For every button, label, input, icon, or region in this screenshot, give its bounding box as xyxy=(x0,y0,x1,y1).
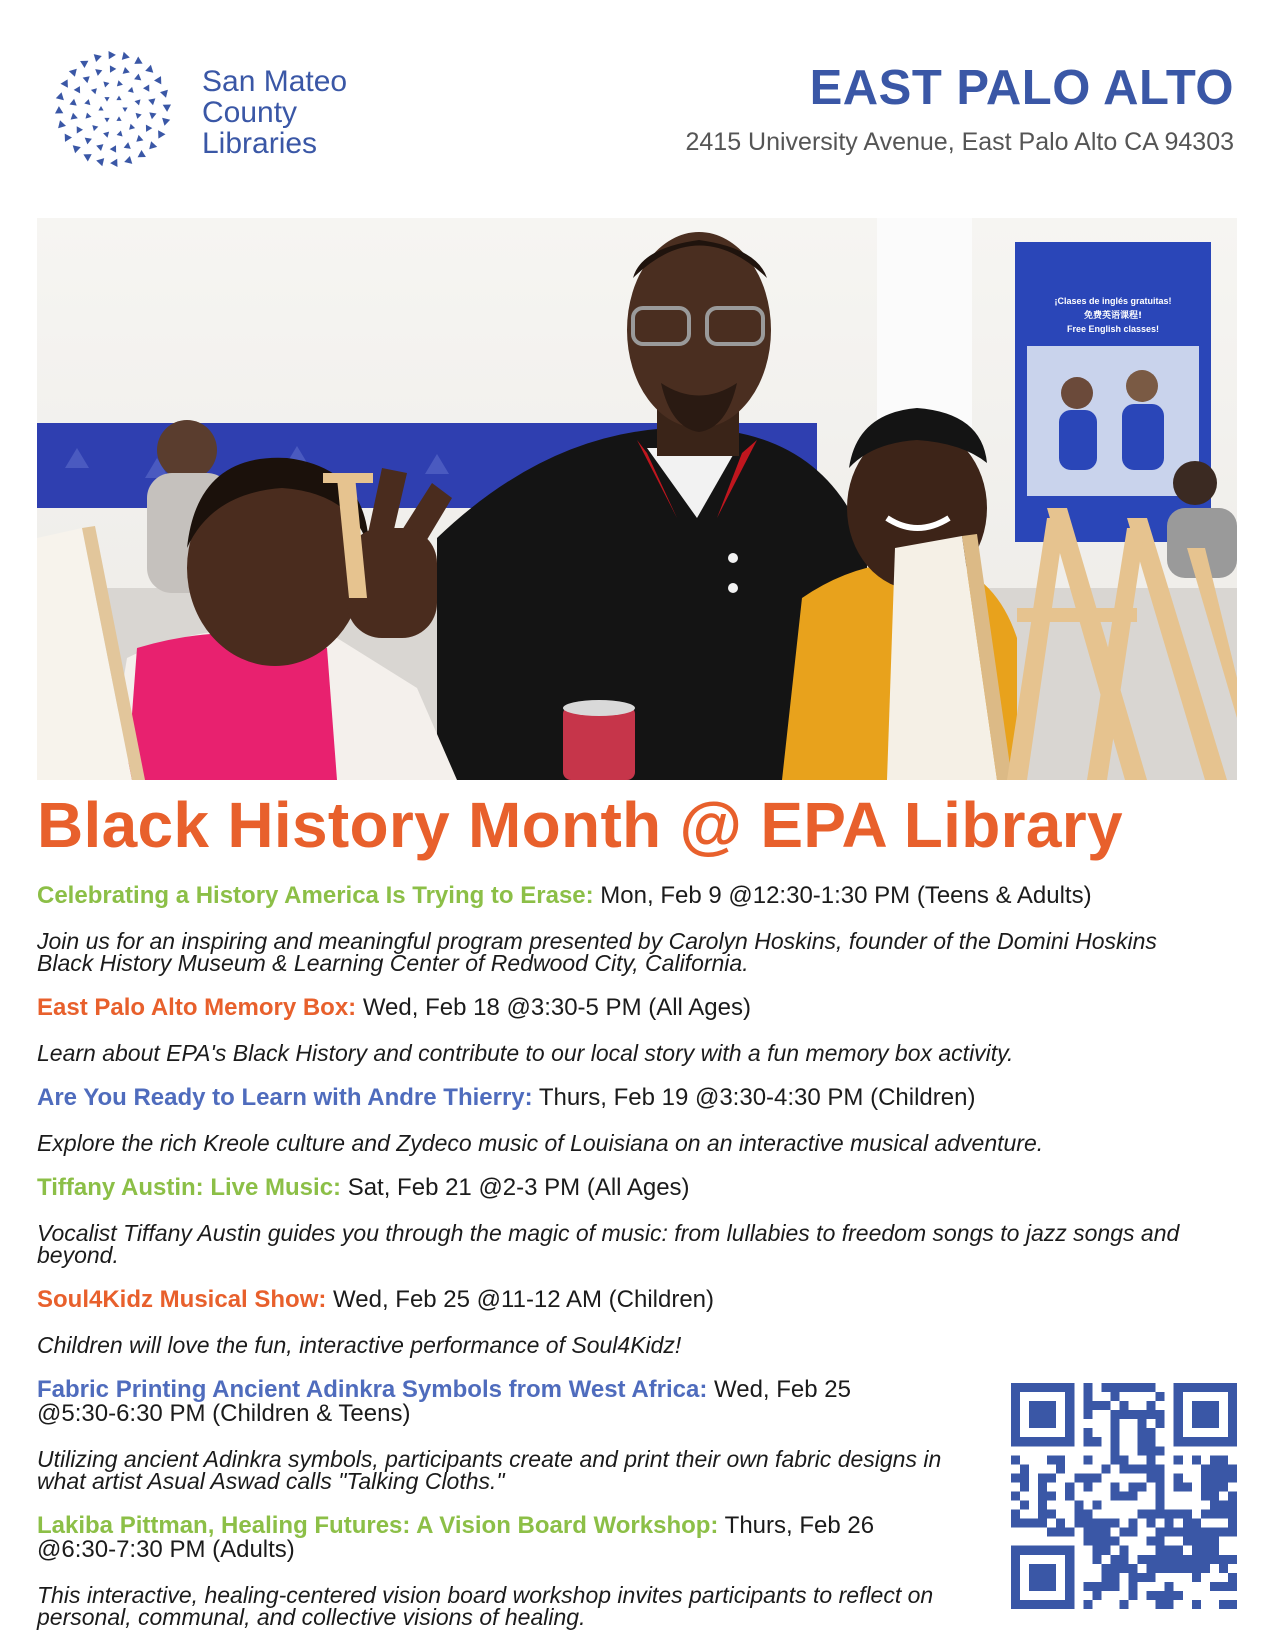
logo-triangle xyxy=(122,108,127,113)
logo-triangle xyxy=(98,106,103,111)
event-when: Mon, Feb 9 @12:30-1:30 PM (Teens & Adults) xyxy=(593,882,1092,909)
library-logo xyxy=(48,44,348,184)
logo-triangle xyxy=(94,54,102,62)
event-when: Wed, Feb 18 @3:30-5 PM (All Ages) xyxy=(356,994,751,1021)
event-when: Wed, Feb 25 @5:30-6:30 PM (Children & Teens) xyxy=(37,1376,851,1427)
logo-triangle xyxy=(146,125,152,132)
banner-line-1: ¡Clases de inglés gratuitas! xyxy=(1054,296,1172,306)
event-when: Thurs, Feb 26 @6:30-7:30 PM (Adults) xyxy=(37,1512,875,1563)
logo-triangle xyxy=(158,130,165,138)
event-description: Utilizing ancient Adinkra symbols, participants create and print their own fabric designs in what artist Asual Aswad calls "Talking Cloths." xyxy=(37,1446,942,1494)
qr-code-icon xyxy=(1011,1383,1237,1609)
logo-triangle xyxy=(104,118,109,123)
logo-triangle xyxy=(96,158,104,166)
logo-triangle xyxy=(70,99,77,106)
event-heading xyxy=(37,884,1237,908)
logo-triangle xyxy=(129,124,135,130)
logo-triangle xyxy=(104,97,109,102)
logo-triangle xyxy=(71,113,78,120)
logo-triangle xyxy=(77,126,83,133)
logo-triangle xyxy=(109,51,116,59)
logo-triangle xyxy=(110,65,116,72)
banner-line-2: 免费英语课程! xyxy=(1083,311,1143,321)
event-heading xyxy=(37,996,1237,1020)
event-when: Wed, Feb 25 @11-12 AM (Children) xyxy=(326,1286,715,1313)
event-when: Sat, Feb 21 @2-3 PM (All Ages) xyxy=(341,1174,690,1201)
logo-triangle xyxy=(86,113,92,119)
logo-triangle xyxy=(56,92,64,100)
event-heading xyxy=(37,1378,917,1426)
logo-triangle xyxy=(74,86,80,93)
event-photo xyxy=(37,218,1237,780)
branch-address: 2415 University Avenue, East Palo Alto CA 94303 xyxy=(685,128,1234,156)
event-heading xyxy=(37,1176,1237,1200)
logo-triangle xyxy=(138,150,146,157)
logo-line-3: Libraries xyxy=(202,127,318,160)
logo-triangle xyxy=(116,116,121,121)
logo-triangle xyxy=(149,112,156,119)
event-item xyxy=(37,1176,1237,1266)
logo-line-1: San Mateo xyxy=(202,65,348,98)
event-heading xyxy=(37,1514,917,1562)
logo-triangle xyxy=(128,87,134,93)
event-item xyxy=(37,996,1237,1064)
logo-triangle xyxy=(148,98,155,105)
logo-triangle xyxy=(136,113,142,119)
logo-triangle xyxy=(91,88,97,94)
logo-line-2: County xyxy=(202,96,298,129)
logo-triangle xyxy=(84,99,90,105)
logo-triangle xyxy=(95,69,102,76)
logo-triangle xyxy=(163,105,171,112)
logo-triangle xyxy=(103,82,109,88)
event-item xyxy=(37,1086,1237,1154)
logo-triangle xyxy=(145,65,153,73)
event-description: Explore the rich Kreole culture and Zydeco music of Louisiana on an interactive musical adventure. xyxy=(37,1130,1044,1156)
event-description: Learn about EPA's Black History and contribute to our local story with a fun memory box activity. xyxy=(37,1040,1014,1066)
logo-triangle xyxy=(134,74,141,81)
logo-triangle xyxy=(162,118,170,126)
event-title: Tiffany Austin: Live Music: xyxy=(37,1174,342,1201)
logo-wordmark xyxy=(202,66,347,159)
logo-triangle xyxy=(160,90,168,98)
logo-triangle xyxy=(143,85,149,92)
event-item xyxy=(37,1288,1237,1356)
logo-triangle xyxy=(117,131,123,137)
event-title: Celebrating a History America Is Trying to Erase: xyxy=(37,882,594,909)
event-title: Are You Ready to Learn with Andre Thierry: xyxy=(37,1084,533,1111)
logo-triangle xyxy=(73,145,81,153)
logo-triangle xyxy=(55,106,63,113)
logo-triangle xyxy=(154,76,161,84)
banner-line-3: Free English classes! xyxy=(1066,324,1160,334)
logo-triangle xyxy=(135,99,141,105)
logo-triangle xyxy=(85,138,92,145)
event-title: Fabric Printing Ancient Adinkra Symbols from West Africa: xyxy=(37,1376,708,1403)
event-title: Lakiba Pittman, Healing Futures: A Vision Board Workshop: xyxy=(37,1512,719,1539)
logo-triangle xyxy=(149,141,157,149)
event-item xyxy=(37,884,1237,974)
logo-triangle xyxy=(117,80,123,86)
event-description: Children will love the fun, interactive performance of Soul4Kidz! xyxy=(37,1332,682,1358)
logo-triangle xyxy=(110,159,117,167)
event-title: East Palo Alto Memory Box: xyxy=(37,994,357,1021)
logo-triangle xyxy=(103,132,109,138)
logo-triangle xyxy=(58,120,66,128)
logo-triangle xyxy=(83,76,90,83)
logo-globe-icon xyxy=(48,44,178,174)
event-heading xyxy=(37,1288,1237,1312)
branch-name: EAST PALO ALTO xyxy=(809,61,1234,115)
event-description: This interactive, healing-centered vision board workshop invites participants to reflect on personal, communal, and collective visions of healing. xyxy=(37,1582,934,1630)
branch-header xyxy=(685,60,1234,157)
logo-triangle xyxy=(124,156,132,164)
logo-triangle xyxy=(69,69,77,77)
logo-triangle xyxy=(116,96,121,101)
logo-triangle xyxy=(61,79,68,87)
event-description: Vocalist Tiffany Austin guides you through the magic of music: from lullabies to freedom songs to jazz songs and beyond. xyxy=(37,1220,1180,1268)
logo-triangle xyxy=(136,135,143,142)
photo-illustration xyxy=(37,218,1237,780)
logo-triangle xyxy=(122,52,130,60)
logo-triangle xyxy=(80,61,88,68)
logo-triangle xyxy=(92,125,98,131)
qr-code[interactable] xyxy=(1011,1383,1237,1609)
logo-triangle xyxy=(96,144,103,151)
event-title: Soul4Kidz Musical Show: xyxy=(37,1286,327,1313)
event-heading xyxy=(37,1086,1237,1110)
page-title: Black History Month @ EPA Library xyxy=(37,789,1123,861)
event-when: Thurs, Feb 19 @3:30-4:30 PM (Children) xyxy=(532,1084,976,1111)
logo-triangle xyxy=(134,57,142,64)
logo-triangle xyxy=(123,67,130,74)
logo-triangle xyxy=(65,134,72,142)
logo-triangle xyxy=(83,154,91,161)
logo-triangle xyxy=(110,145,116,152)
logo-triangle xyxy=(124,142,131,149)
event-description: Join us for an inspiring and meaningful program presented by Carolyn Hoskins, founder of the Domini Hoskins Black History Museum & Learning Center of Redwood City, California. xyxy=(37,928,1157,976)
